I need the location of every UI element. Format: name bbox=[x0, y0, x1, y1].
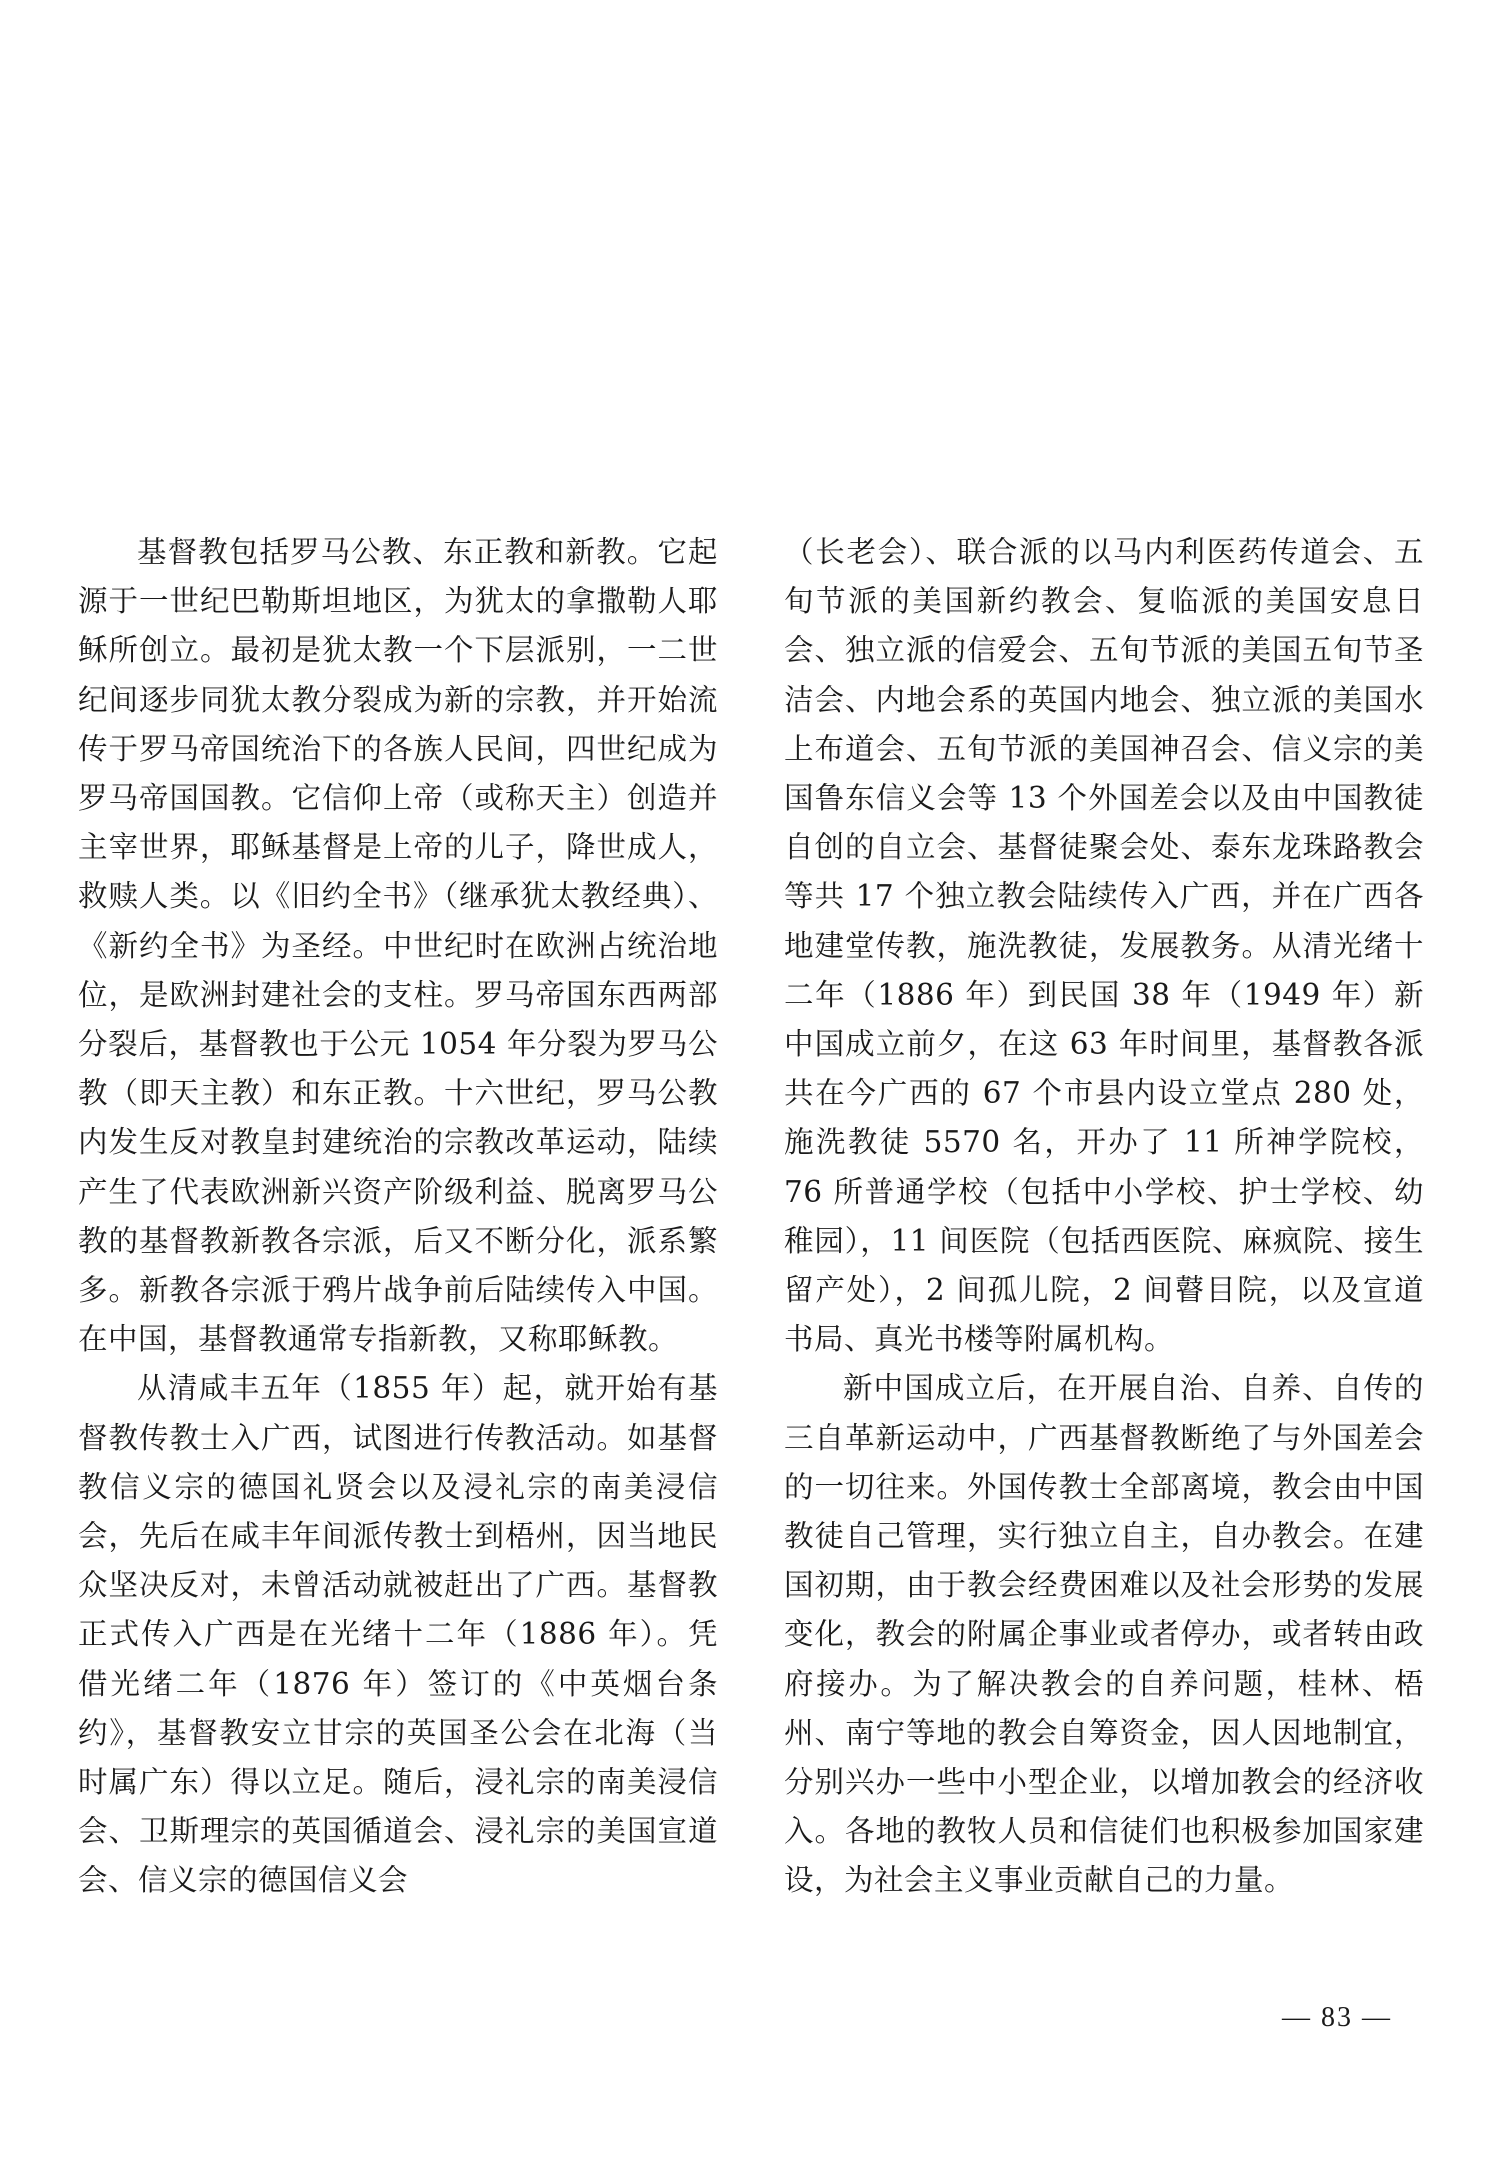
paragraph-after-liberation: 新中国成立后，在开展自治、自养、自传的三自革新运动中，广西基督教断绝了与外国差会的一切往来。外国传教士全部离境，教会由中国教徒自己管理，实行独立自主，自办教会。在建国初期，由于教会经费困难以及社会形势的发展变化，教会的附属企事业或者停办，或者转由政府接办。为了解决教会的自养问题，桂林、梧州、南宁等地的教会自筹资金，因人因地制宜，分别兴办一些中小型企业，以增加教会的经济收入。各地的教牧人员和信徒们也积极参加国家建设，为社会主义事业贡献自己的力量。 bbox=[784, 1371, 1424, 1898]
left-text-column bbox=[78, 528, 718, 1906]
right-text-column bbox=[784, 528, 1424, 1906]
paragraph-christianity-in-guangxi: 从清咸丰五年（1855 年）起，就开始有基督教传教士入广西，试图进行传教活动。如基督教信义宗的德国礼贤会以及浸礼宗的南美浸信会，先后在咸丰年间派传教士到梧州，因当地民众坚决反对，未曾活动就被赶出了广西。基督教正式传入广西是在光绪十二年（1886 年）。凭借光绪二年（1876 年）签订的《中英烟台条约》，基督教安立甘宗的英国圣公会在北海（当时属广东）得以立足。随后，浸礼宗的南美浸信会、卫斯理宗的英国循道会、浸礼宗的美国宣道会、信义宗的德国信义会 bbox=[78, 1371, 718, 1898]
page-number: — 83 — bbox=[1282, 2002, 1392, 2033]
paragraph-missions-continued: （长老会）、联合派的以马内利医药传道会、五旬节派的美国新约教会、复临派的美国安息日会、独立派的信爱会、五旬节派的美国五旬节圣洁会、内地会系的英国内地会、独立派的美国水上布道会、五旬节派的美国神召会、信义宗的美国鲁东信义会等 13 个外国差会以及由中国教徒自创的自立会、基督徒聚会处、泰东龙珠路教会等共 17 个独立教会陆续传入广西，并在广西各地建堂传教，施洗教徒，发展教务。从清光绪十二年（1886 年）到民国 38 年（1949 年）新中国成立前夕，在这 63 年时间里，基督教各派共在今广西的 67 个市县内设立堂点 280 处，施洗教徒 5570 名，开办了 11 所神学院校，76 所普通学校（包括中小学校、护士学校、幼稚园），11 间医院（包括西医院、麻疯院、接生留产处），2 间孤儿院，2 间瞽目院，以及宣道书局、真光书楼等附属机构。 bbox=[784, 535, 1424, 1357]
paragraph-christianity-overview: 基督教包括罗马公教、东正教和新教。它起源于一世纪巴勒斯坦地区，为犹太的拿撒勒人耶稣所创立。最初是犹太教一个下层派别，一二世纪间逐步同犹太教分裂成为新的宗教，并开始流传于罗马帝国统治下的各族人民间，四世纪成为罗马帝国国教。它信仰上帝（或称天主）创造并主宰世界，耶稣基督是上帝的儿子，降世成人，救赎人类。以《旧约全书》（继承犹太教经典）、《新约全书》为圣经。中世纪时在欧洲占统治地位，是欧洲封建社会的支柱。罗马帝国东西两部分裂后，基督教也于公元 1054 年分裂为罗马公教（即天主教）和东正教。十六世纪，罗马公教内发生反对教皇封建统治的宗教改革运动，陆续产生了代表欧洲新兴资产阶级利益、脱离罗马公教的基督教新教各宗派，后又不断分化，派系繁多。新教各宗派于鸦片战争前后陆续传入中国。在中国，基督教通常专指新教，又称耶稣教。 bbox=[78, 535, 718, 1357]
